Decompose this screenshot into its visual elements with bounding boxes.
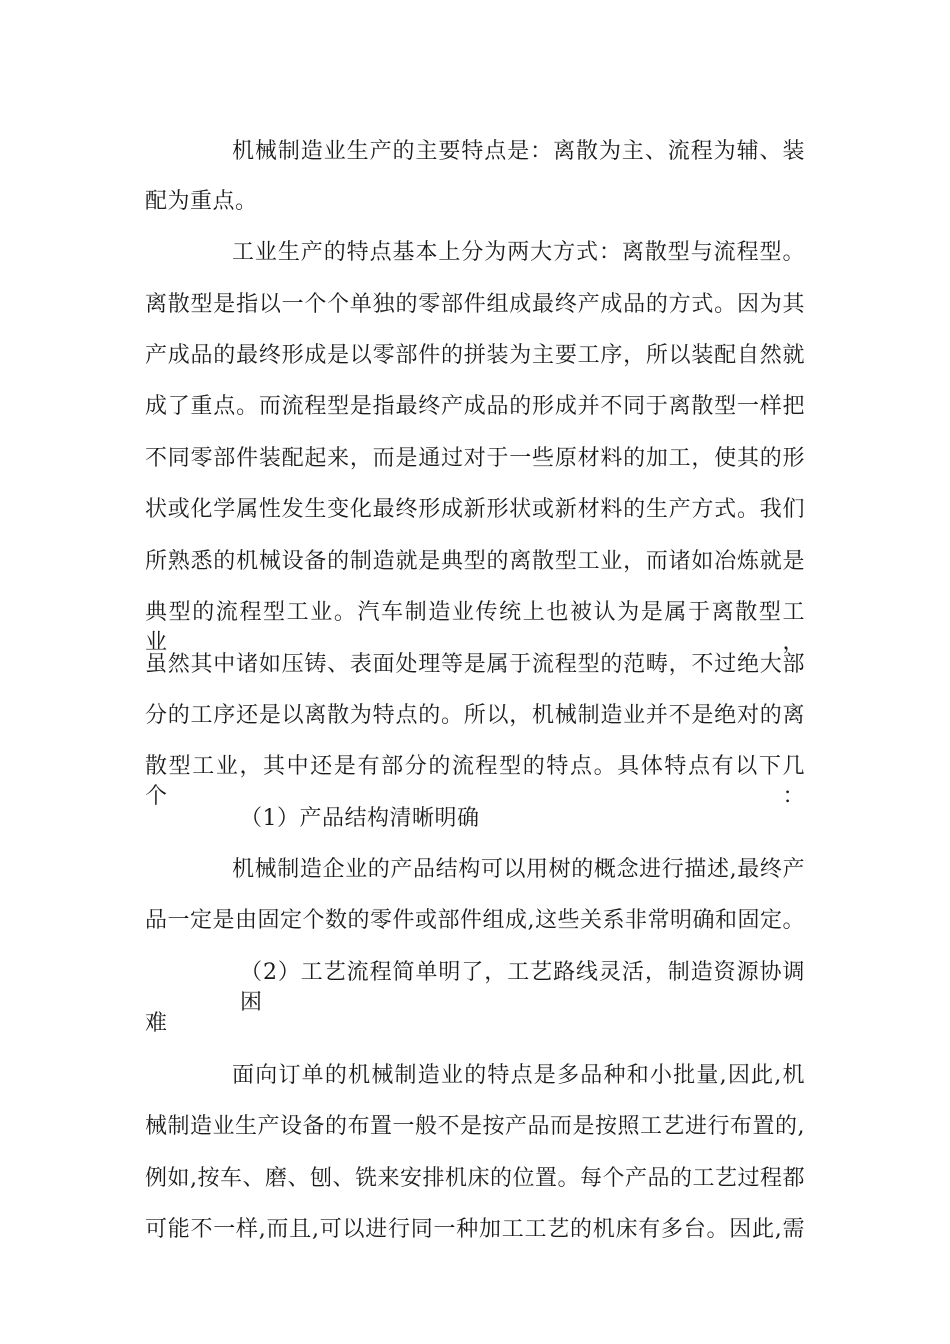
paragraph-4-line-1: 面向订单的机械制造业的特点是多品种和小批量,因此,机 [232, 1063, 805, 1088]
paragraph-3-line-2: 品一定是由固定个数的零件或部件组成,这些关系非常明确和固定。 [145, 908, 805, 933]
paragraph-1-line-1: 机械制造业生产的主要特点是：离散为主、流程为辅、装 [232, 139, 805, 164]
paragraph-3-line-1: 机械制造企业的产品结构可以用树的概念进行描述,最终产 [232, 857, 805, 882]
paragraph-2-line-4: 成了重点。而流程型是指最终产成品的形成并不同于离散型一样把 [145, 394, 805, 419]
paragraph-2-line-10: 分的工序还是以离散为特点的。所以，机械制造业并不是绝对的离 [145, 703, 805, 728]
paragraph-2-line-9: 虽然其中诸如压铸、表面处理等是属于流程型的范畴，不过绝大部 [145, 652, 805, 677]
paragraph-2-line-7: 所熟悉的机械设备的制造就是典型的离散型工业，而诸如冶炼就是 [145, 549, 805, 574]
paragraph-1-line-2: 配为重点。 [145, 189, 258, 214]
paragraph-4-line-2: 械制造业生产设备的布置一般不是按产品而是按照工艺进行布置的, [145, 1114, 805, 1139]
paragraph-2-line-11: 散型工业，其中还是有部分的流程型的特点。具体特点有以下几个： [145, 754, 805, 809]
paragraph-2-line-2: 离散型是指以一个个单独的零部件组成最终产成品的方式。因为其 [145, 292, 805, 317]
paragraph-2-line-1: 工业生产的特点基本上分为两大方式：离散型与流程型。 [232, 240, 805, 265]
section-heading-2-line-2: 难 [145, 1011, 168, 1036]
paragraph-4-line-3: 例如,按车、磨、刨、铣来安排机床的位置。每个产品的工艺过程都 [145, 1166, 805, 1191]
paragraph-2-line-5: 不同零部件装配起来，而是通过对于一些原材料的加工，使其的形 [145, 446, 805, 471]
paragraph-2-line-3: 产成品的最终形成是以零部件的拼装为主要工序，所以装配自然就 [145, 343, 805, 368]
section-heading-1: （1）产品结构清晰明确 [240, 806, 480, 831]
paragraph-4-line-4: 可能不一样,而且,可以进行同一种加工工艺的机床有多台。因此,需 [145, 1217, 805, 1242]
section-heading-2-line-1: （2）工艺流程简单明了，工艺路线灵活，制造资源协调困 [240, 960, 805, 1015]
paragraph-2-line-6: 状或化学属性发生变化最终形成新形状或新材料的生产方式。我们 [145, 497, 805, 522]
paragraph-2-line-8: 典型的流程型工业。汽车制造业传统上也被认为是属于离散型工业， [145, 600, 805, 655]
